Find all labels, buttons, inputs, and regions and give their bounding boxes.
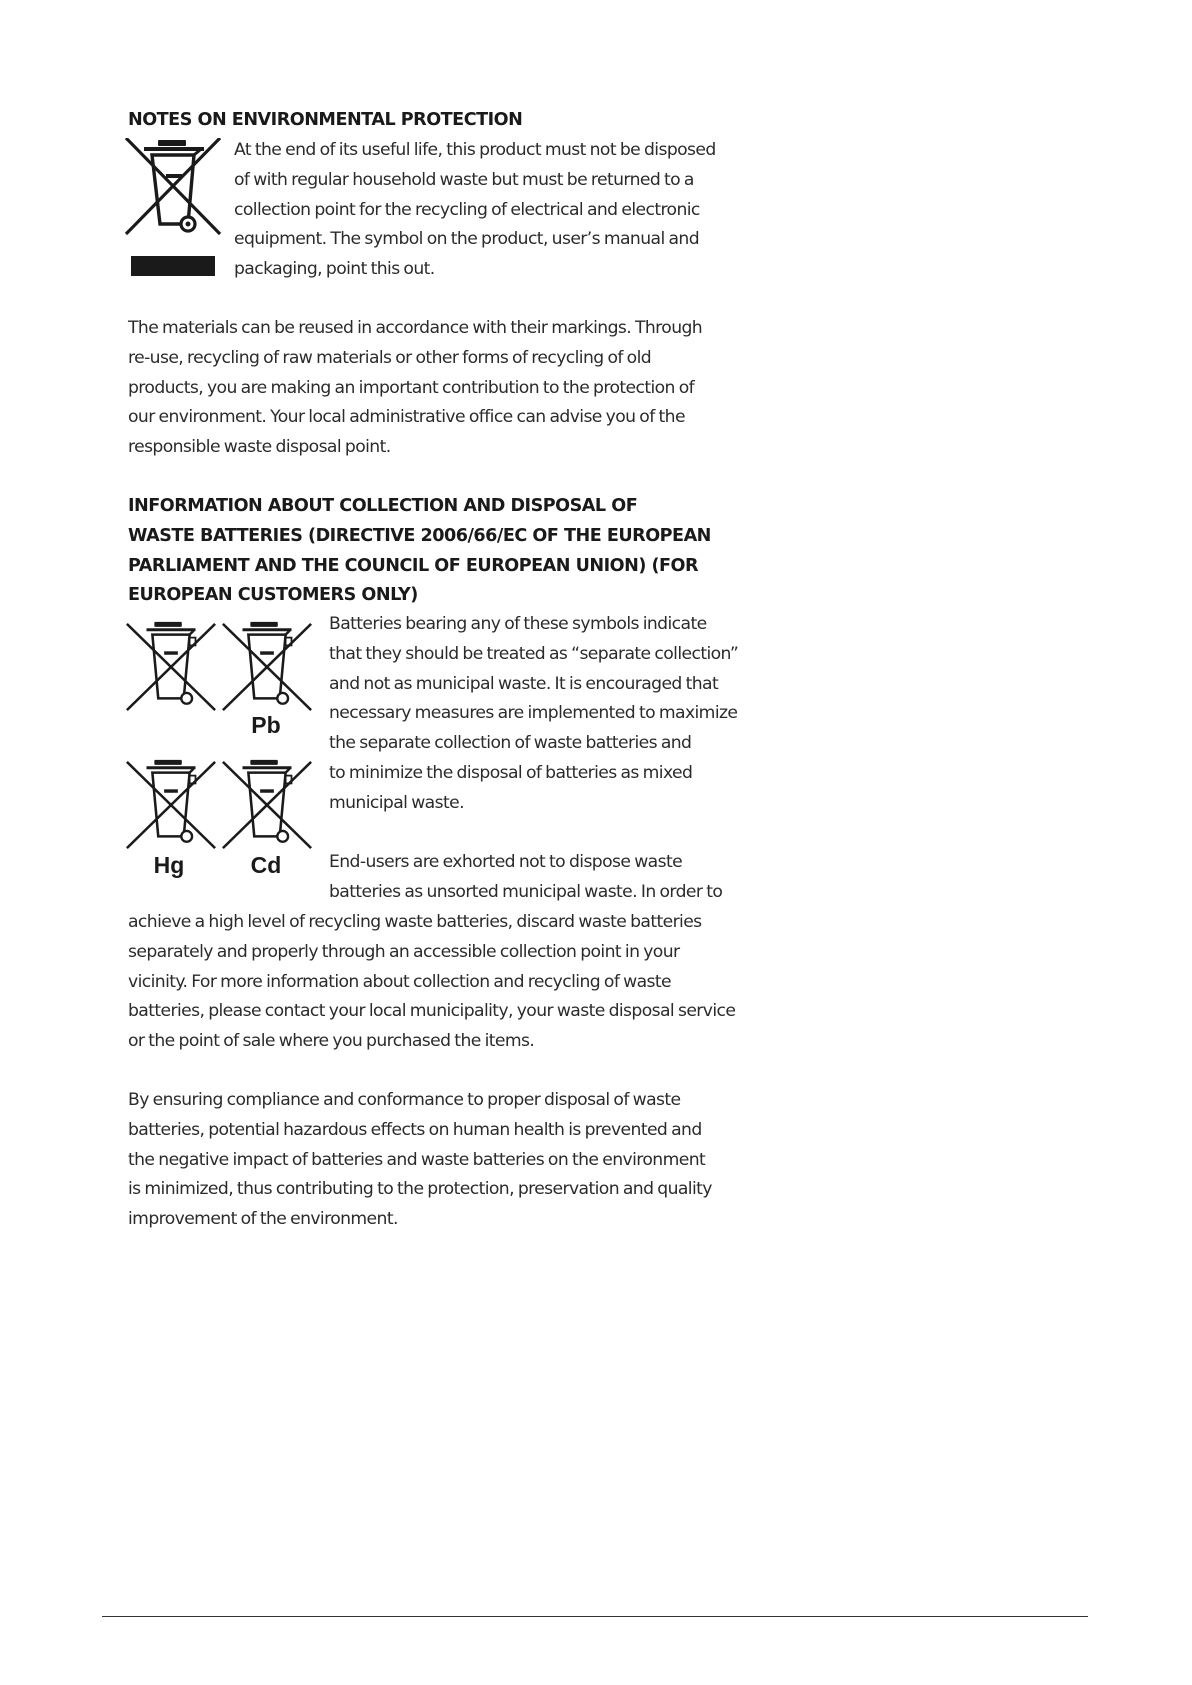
heading-line: INFORMATION ABOUT COLLECTION AND DISPOSAL OF (128, 496, 638, 516)
lead-symbol-label: Pb (251, 712, 281, 738)
text-line: and not as municipal waste. It is encouraged that (329, 673, 719, 694)
text-line: Batteries bearing any of these symbols indicate (329, 614, 707, 634)
materials-reuse-paragraph (128, 314, 702, 463)
heading-line: WASTE BATTERIES (DIRECTIVE 2006/66/EC OF THE EUROPEAN (128, 525, 711, 546)
text-line: batteries as unsorted municipal waste. In order to (329, 881, 723, 902)
text-line: packaging, point this out. (234, 259, 435, 280)
text-line: batteries, potential hazardous effects on human health is prevented and (128, 1119, 702, 1140)
text-line: separately and properly through an accessible collection point in your (128, 941, 680, 962)
text-line: the separate collection of waste batteries and (329, 733, 692, 754)
weee-intro-text (234, 136, 716, 285)
heading-line: EUROPEAN CUSTOMERS ONLY) (128, 585, 418, 606)
battery-bin-icon (124, 618, 218, 716)
weee-crossed-bin-icon (124, 138, 224, 280)
battery-symbols-paragraph (329, 610, 738, 819)
battery-bin-icon (220, 756, 314, 854)
text-line: of with regular household waste but must be returned to a (234, 169, 694, 190)
battery-bin-icon (124, 756, 218, 854)
text-line: to minimize the disposal of batteries as mixed (329, 762, 693, 783)
text-line: At the end of its useful life, this product must not be disposed (234, 140, 716, 160)
text-line: achieve a high level of recycling waste batteries, discard waste batteries (128, 912, 702, 932)
heading-line: PARLIAMENT AND THE COUNCIL OF EUROPEAN UNION) (FOR (128, 555, 699, 576)
cadmium-symbol-label: Cd (250, 852, 282, 878)
text-line: that they should be treated as “separate collection” (329, 643, 739, 664)
text-line: batteries, please contact your local municipality, your waste disposal service (128, 1001, 736, 1022)
text-line: improvement of the environment. (128, 1209, 398, 1230)
text-line: our environment. Your local administrative office can advise you of the (128, 407, 685, 428)
text-line: re-use, recycling of raw materials or other forms of recycling of old (128, 347, 652, 368)
text-line: or the point of sale where you purchased the items. (128, 1031, 535, 1052)
text-line: The materials can be reused in accordance with their markings. Through (128, 318, 703, 338)
compliance-paragraph (128, 1086, 712, 1235)
end-users-paragraph (128, 908, 735, 1057)
text-line: End-users are exhorted not to dispose waste (329, 852, 683, 872)
text-line: responsible waste disposal point. (128, 437, 391, 458)
footer-divider (102, 1616, 1088, 1617)
text-line: is minimized, thus contributing to the protection, preservation and quality (128, 1179, 712, 1200)
text-line: vicinity. For more information about collection and recycling of waste (128, 971, 672, 992)
text-line: municipal waste. (329, 792, 464, 813)
section-title-environmental-protection: NOTES ON ENVIRONMENTAL PROTECTION (128, 110, 523, 130)
text-line: products, you are making an important contribution to the protection of (128, 377, 695, 398)
mercury-symbol-label: Hg (153, 852, 185, 878)
battery-bin-icon (220, 618, 314, 716)
text-line: the negative impact of batteries and waste batteries on the environment (128, 1149, 706, 1170)
section-title-battery-disposal (128, 492, 711, 611)
text-line: equipment. The symbol on the product, user’s manual and (234, 229, 700, 250)
text-line: necessary measures are implemented to maximize (329, 703, 738, 724)
end-users-paragraph-side (329, 848, 722, 908)
text-line: By ensuring compliance and conformance to proper disposal of waste (128, 1090, 681, 1110)
text-line: collection point for the recycling of electrical and electronic (234, 199, 700, 220)
